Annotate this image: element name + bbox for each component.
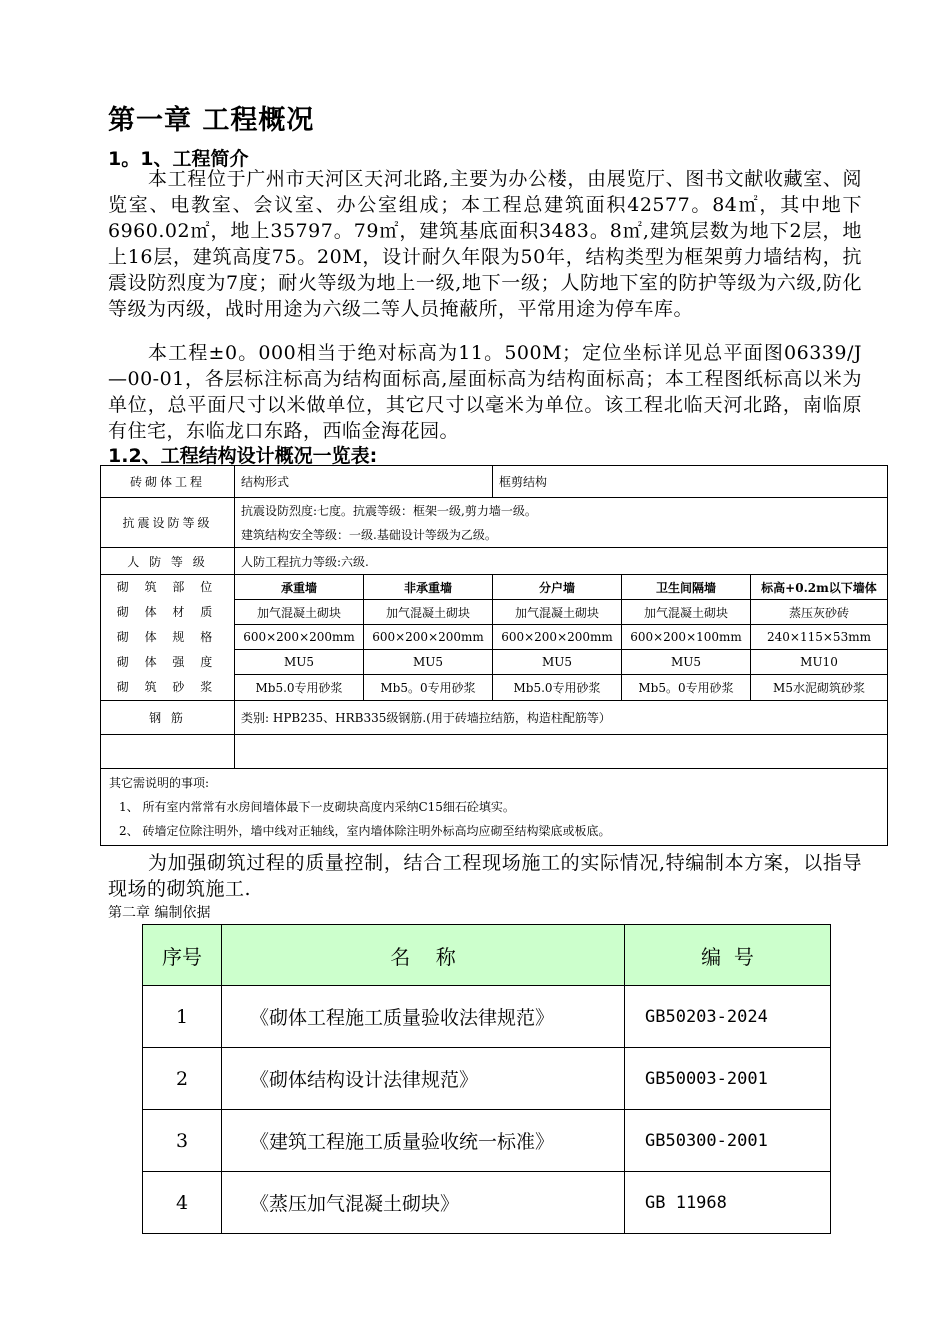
- note-item: 1、 所有室内常常有水房间墙体最下一皮砌块高度内采纳C15细石砼填实。: [119, 800, 515, 814]
- masonry-work-label: 砖砌体工程: [101, 466, 235, 498]
- standard-name: 《蒸压加气混凝土砌块》: [222, 1172, 625, 1234]
- table-cell: M5水泥砌筑砂浆: [751, 675, 888, 701]
- table-cell: 加气混凝土砌块: [622, 600, 751, 625]
- masonry-header-row: [101, 575, 888, 600]
- masonry-label: 砌 筑 部 位: [116, 580, 219, 594]
- table-cell: 240×115×53mm: [751, 625, 888, 650]
- table-row: [143, 1048, 831, 1110]
- notes-row: [101, 769, 888, 846]
- table-cell: 600×200×200mm: [235, 625, 364, 650]
- table-cell: 蒸压灰砂砖: [751, 600, 888, 625]
- empty-row: [101, 735, 888, 769]
- column-header: 承重墙: [235, 575, 364, 600]
- table-cell: 加气混凝土砌块: [364, 600, 493, 625]
- table-cell: 600×200×100mm: [622, 625, 751, 650]
- column-header: 名 称: [222, 925, 625, 986]
- elevation-paragraph: 本工程±0。000相当于绝对标高为11。500M；定位坐标详见总平面图06339/J—00-01，各层标注标高为结构面标高,屋面标高为结构面标高；本工程图纸标高以米为单位，总平面尺寸以米做单位，其它尺寸以毫米为单位。该工程北临天河北路，南临原有住宅，东临龙口东路，西临金海花园。: [108, 342, 862, 442]
- column-header: 分户墙: [493, 575, 622, 600]
- table-cell: Mb5。0专用砂浆: [622, 675, 751, 701]
- row-number: 2: [143, 1048, 222, 1110]
- chapter1-title: 第一章 工程概况: [108, 105, 315, 136]
- table-cell: 600×200×200mm: [364, 625, 493, 650]
- table-cell: 加气混凝土砌块: [235, 600, 364, 625]
- seismic-line-2: 建筑结构安全等级：一级.基础设计等级为乙级。: [241, 527, 497, 542]
- notes-cell: [101, 769, 888, 846]
- row-number: 3: [143, 1110, 222, 1172]
- column-header: 编 号: [625, 925, 831, 986]
- masonry-label: 砌 筑 砂 浆: [116, 680, 219, 694]
- table-cell: MU5: [622, 650, 751, 675]
- standard-code: GB50003-2001: [625, 1048, 831, 1110]
- project-intro-paragraph: 本工程位于广州市天河区天河北路,主要为办公楼，由展览厅、图书文献收藏室、阅览室、电教室、会议室、办公室组成；本工程总建筑面积42577。84㎡，其中地下6960.02㎡，地上35797。79㎡，建筑基底面积3483。8㎡,建筑层数为地下2层，地上16层，建筑高度75。20M，设计耐久年限为50年，结构类型为框架剪力墙结构，抗震设防烈度为7度；耐火等级为地上一级,地下一级；人防地下室的防护等级为六级,防化等级为丙级，战时用途为六级二等人员掩蔽所，平常用途为停车库。: [108, 168, 862, 320]
- table-row: [143, 986, 831, 1048]
- rebar-value: 类别: HPB235、HRB335级钢筋.(用于砖墙拉结筋，构造柱配筋等）: [235, 701, 888, 735]
- column-header: 序号: [143, 925, 222, 986]
- column-header: 非承重墙: [364, 575, 493, 600]
- table-cell: MU10: [751, 650, 888, 675]
- seismic-line-1: 抗震设防烈度:七度。抗震等级：框架一级,剪力墙一级。: [241, 503, 537, 518]
- standard-name: 《砌体结构设计法律规范》: [222, 1048, 625, 1110]
- table-row: [143, 1110, 831, 1172]
- closing-paragraph: 为加强砌筑过程的质量控制，结合工程现场施工的实际情况,特编制本方案，以指导现场的砌筑施工.: [108, 852, 862, 900]
- masonry-labels-cell: [101, 575, 235, 701]
- table-cell: 600×200×200mm: [493, 625, 622, 650]
- masonry-label: 砌 体 材 质: [116, 605, 219, 619]
- table-cell: MU5: [235, 650, 364, 675]
- structure-form-value: 框剪结构: [493, 466, 888, 498]
- civil-defense-label: 人 防 等 级: [101, 548, 235, 575]
- column-header: 标高+0.2m以下墙体: [751, 575, 888, 600]
- section2-title: 1.2、工程结构设计概况一览表:: [108, 445, 378, 467]
- notes-title: 其它需说明的事项:: [109, 776, 210, 790]
- column-header: 卫生间隔墙: [622, 575, 751, 600]
- masonry-label: 砌 体 强 度: [116, 655, 219, 669]
- row-number: 4: [143, 1172, 222, 1234]
- chapter2-title: 第二章 编制依据: [108, 905, 211, 921]
- structure-design-table: [100, 465, 888, 846]
- table-cell: Mb5.0专用砂浆: [235, 675, 364, 701]
- seismic-value: [235, 498, 888, 548]
- row-number: 1: [143, 986, 222, 1048]
- table-cell: 加气混凝土砌块: [493, 600, 622, 625]
- standard-code: GB 11968: [625, 1172, 831, 1234]
- table-cell: MU5: [493, 650, 622, 675]
- references-table: [142, 924, 831, 1234]
- references-header-row: [143, 925, 831, 986]
- table-cell: Mb5。0专用砂浆: [364, 675, 493, 701]
- table-cell: MU5: [364, 650, 493, 675]
- table-row: [101, 498, 888, 548]
- masonry-label: 砌 体 规 格: [116, 630, 219, 644]
- table-row: [101, 466, 888, 498]
- standard-code: GB50203-2024: [625, 986, 831, 1048]
- structure-form-key: 结构形式: [235, 466, 493, 498]
- civil-defense-value: 人防工程抗力等级:六级.: [235, 548, 888, 575]
- table-row: [101, 701, 888, 735]
- section1-title: 1。1、工程简介: [108, 148, 249, 170]
- seismic-label: 抗震设防等级: [101, 498, 235, 548]
- table-row: [143, 1172, 831, 1234]
- standard-code: GB50300-2001: [625, 1110, 831, 1172]
- standard-name: 《建筑工程施工质量验收统一标准》: [222, 1110, 625, 1172]
- table-row: [101, 548, 888, 575]
- standard-name: 《砌体工程施工质量验收法律规范》: [222, 986, 625, 1048]
- rebar-label: 钢 筋: [101, 701, 235, 735]
- note-item: 2、 砖墙定位除注明外，墙中线对正轴线，室内墙体除注明外标高均应砌至结构梁底或板底。: [119, 824, 611, 838]
- table-cell: Mb5.0专用砂浆: [493, 675, 622, 701]
